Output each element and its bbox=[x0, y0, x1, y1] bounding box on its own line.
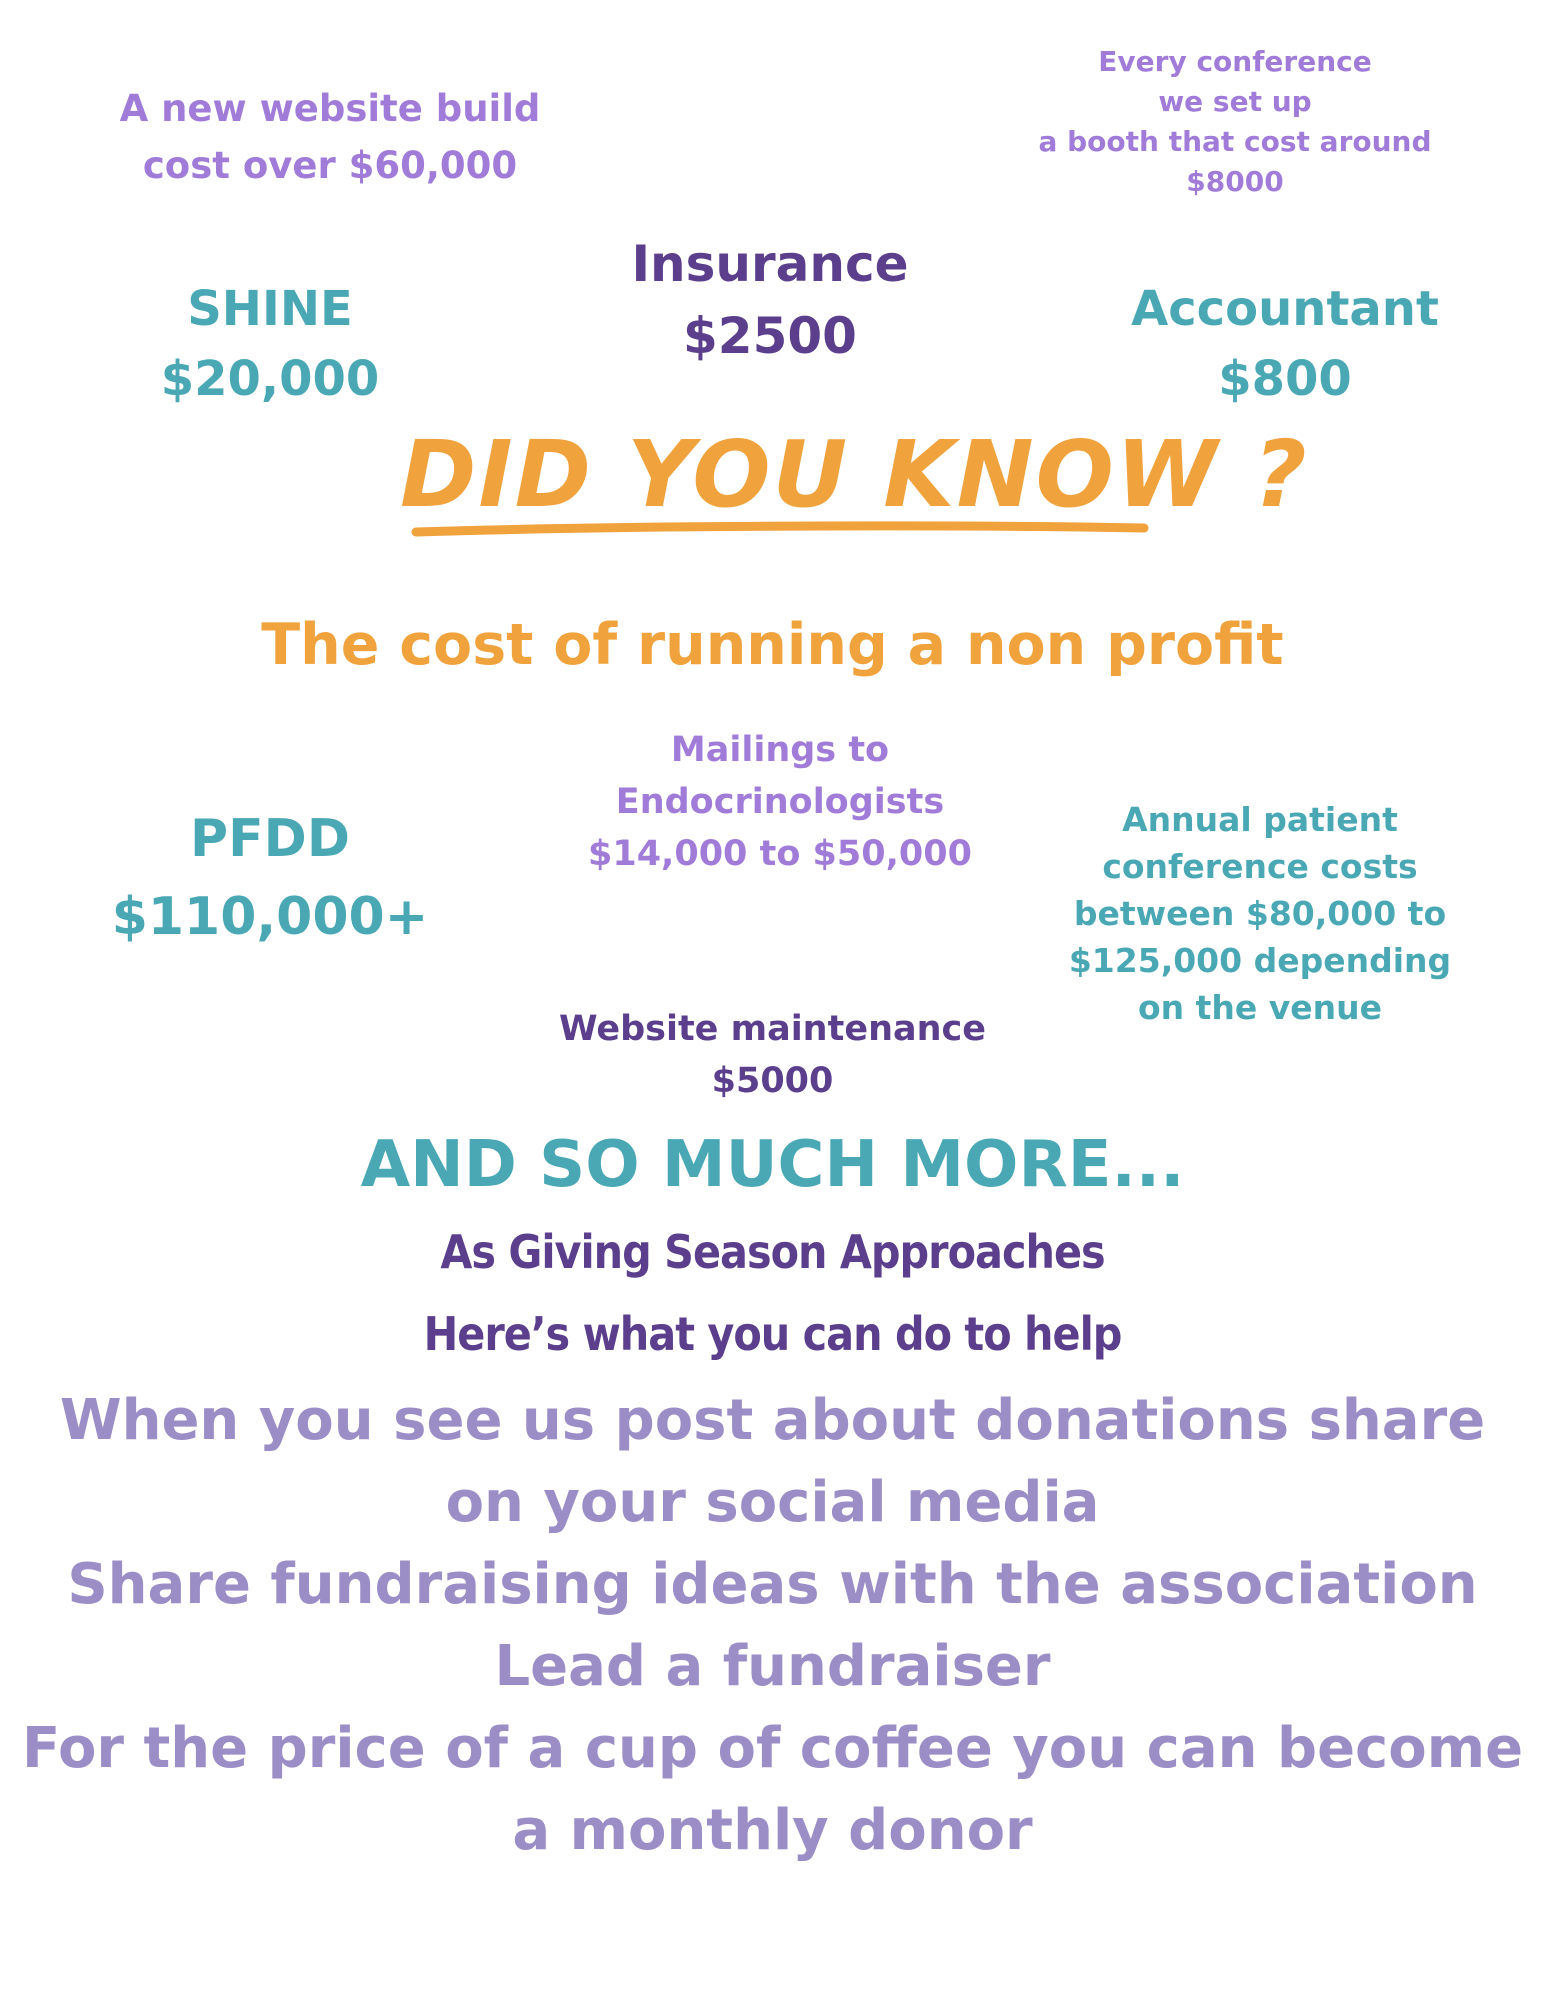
pfdd-label: PFDD bbox=[190, 809, 350, 869]
shine-label: SHINE bbox=[187, 281, 353, 337]
mailings-line-2: Endocrinologists bbox=[615, 782, 945, 822]
annual-conference-line-3: between $80,000 to bbox=[1073, 894, 1447, 933]
conference-booth-cost bbox=[1015, 42, 1455, 202]
help-intro-line: Here’s what you can do to help bbox=[423, 1307, 1122, 1361]
pfdd-amount: $110,000+ bbox=[111, 887, 429, 947]
so-much-more-heading: AND SO MUCH MORE... bbox=[360, 1128, 1185, 1202]
help-list bbox=[20, 1380, 1525, 1872]
insurance-label: Insurance bbox=[631, 235, 909, 293]
help-item-share-ideas: Share fundraising ideas with the association bbox=[67, 1552, 1478, 1617]
annual-conference-cost bbox=[1060, 796, 1460, 1031]
annual-conference-line-4: $125,000 depending bbox=[1068, 941, 1452, 980]
website-maintenance-cost bbox=[550, 1003, 995, 1107]
website-maintenance-amount: $5000 bbox=[711, 1061, 834, 1101]
accountant-amount: $800 bbox=[1218, 351, 1352, 407]
annual-conference-line-5: on the venue bbox=[1137, 988, 1383, 1027]
insurance-cost bbox=[600, 228, 940, 372]
help-item-lead-fundraiser: Lead a fundraiser bbox=[494, 1634, 1051, 1699]
help-item-monthly-donor: For the price of a cup of coffee you can become a monthly donor bbox=[21, 1716, 1524, 1863]
mailings-line-1: Mailings to bbox=[670, 730, 890, 770]
help-item-share-posts: When you see us post about donations share on your social media bbox=[59, 1388, 1486, 1535]
heading-underline bbox=[410, 518, 1150, 542]
annual-conference-line-2: conference costs bbox=[1102, 847, 1418, 886]
mailings-line-3: $14,000 to $50,000 bbox=[588, 834, 972, 874]
conference-booth-line-1: Every conference bbox=[1098, 45, 1372, 78]
cost-subtitle: The cost of running a non profit bbox=[261, 612, 1284, 678]
website-build-cost bbox=[80, 80, 580, 194]
giving-season-line: As Giving Season Approaches bbox=[440, 1225, 1105, 1279]
website-maintenance-label: Website maintenance bbox=[558, 1009, 987, 1049]
conference-booth-line-2: we set up bbox=[1158, 85, 1312, 118]
accountant-label: Accountant bbox=[1131, 281, 1439, 337]
shine-amount: $20,000 bbox=[160, 351, 380, 407]
mailings-cost bbox=[530, 724, 1030, 880]
insurance-amount: $2500 bbox=[683, 307, 857, 365]
website-build-line-2: cost over $60,000 bbox=[142, 144, 518, 187]
annual-conference-line-1: Annual patient bbox=[1122, 800, 1398, 839]
accountant-cost bbox=[1105, 274, 1465, 414]
shine-cost bbox=[120, 274, 420, 414]
pfdd-cost bbox=[100, 800, 440, 956]
did-you-know-heading: DID YOU KNOW ? bbox=[400, 421, 1309, 528]
conference-booth-line-3: a booth that cost around bbox=[1038, 125, 1432, 158]
website-build-line-1: A new website build bbox=[119, 87, 541, 130]
conference-booth-line-4: $8000 bbox=[1186, 165, 1284, 198]
